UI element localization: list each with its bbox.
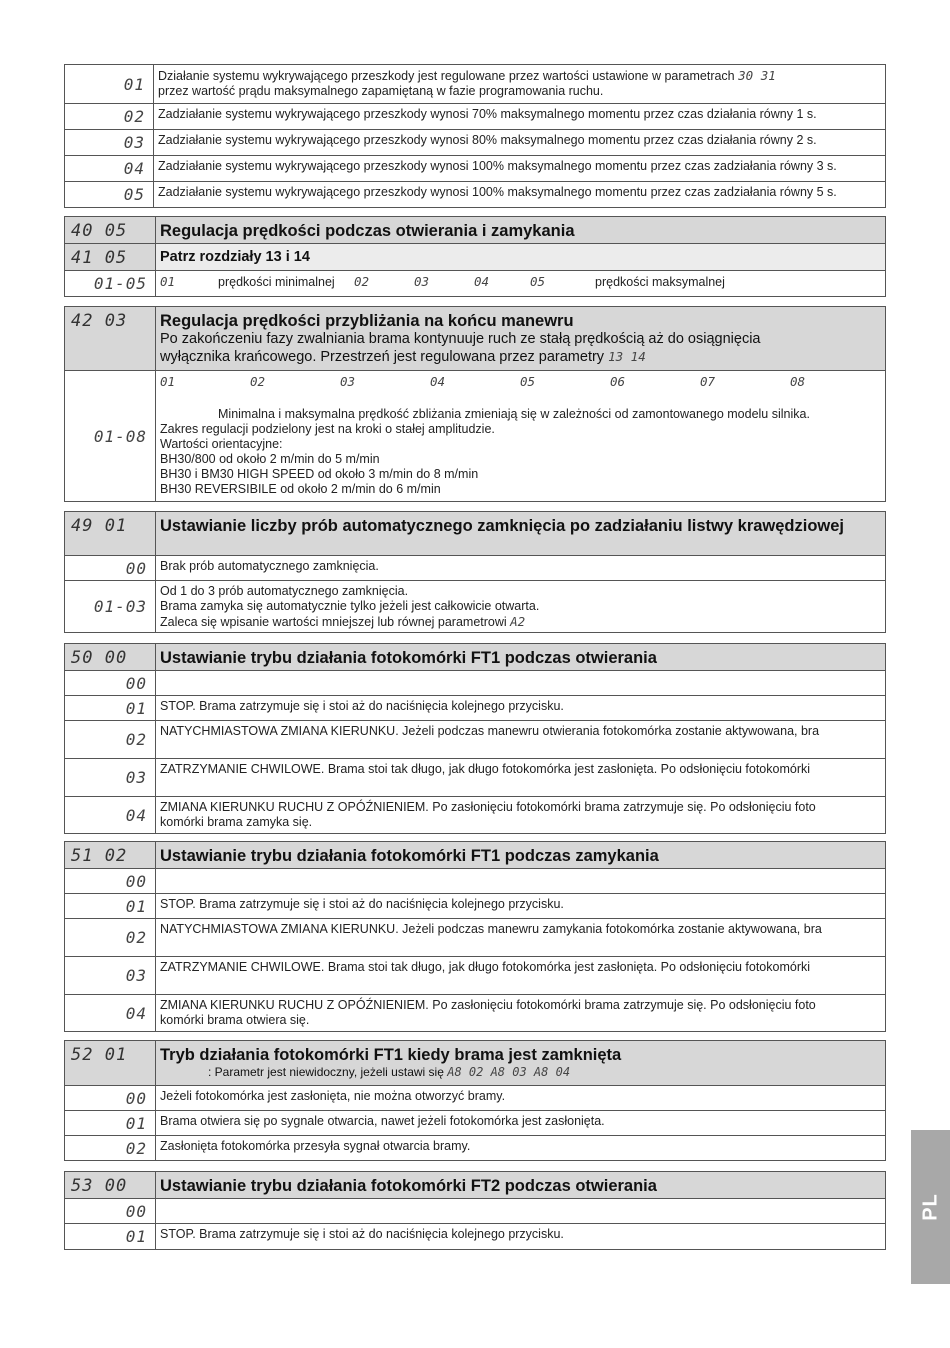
- description-text: przez wartość prądu maksymalnego zapamiętaną w fazie programowania ruchu.: [158, 84, 604, 98]
- description-text: Od 1 do 3 prób automatycznego zamknięcia.: [160, 584, 409, 598]
- param-reference: 13 14: [608, 349, 646, 364]
- param-value-code: 05: [65, 182, 154, 208]
- description-text: komórki brama zamyka się.: [160, 815, 313, 829]
- param-value-code: 01: [65, 696, 156, 721]
- description-text: Zakres regulacji podzielony jest na kroki o stałej amplitudzie.: [160, 422, 495, 436]
- scale-value: 01: [160, 374, 176, 389]
- param-value-code: 04: [65, 797, 156, 834]
- param-value-description: Zadziałanie systemu wykrywającego przeszkody wynosi 100% maksymalnego momentu przez czas zadziałania równy 5 s.: [154, 182, 886, 208]
- table-row: [65, 182, 886, 208]
- param-value-code: 02: [65, 721, 156, 759]
- param-title: Regulacja prędkości podczas otwierania i zamykania: [156, 217, 886, 244]
- param-value-description: [156, 797, 886, 834]
- approach-speed-table: [64, 306, 886, 502]
- table-row: [65, 65, 886, 104]
- ft1-opening-table: [64, 643, 886, 834]
- description-text: BH30/800 od około 2 m/min do 5 m/min: [160, 452, 380, 466]
- table-row: [65, 957, 886, 995]
- description-text: ZMIANA KIERUNKU RUCHU Z OPÓŹNIENIEM. Po zasłonięciu fotokomórki brama zatrzymuje się. Po odsłonięciu foto: [160, 998, 816, 1012]
- param-code: 52 01: [65, 1041, 156, 1086]
- description-text: Wartości orientacyjne:: [160, 437, 283, 451]
- description-text: Minimalna i maksymalna prędkość zbliżania zmieniają się w zależności od zamontowanego modelu silnika.: [218, 407, 810, 421]
- param-code: 51 02: [65, 842, 156, 869]
- scale-value: 08: [790, 374, 806, 389]
- table-row: [65, 797, 886, 834]
- param-code: 50 00: [65, 644, 156, 671]
- table-row: [65, 759, 886, 797]
- param-value-code: 00: [65, 556, 156, 581]
- param-value-range: 01-05: [65, 271, 156, 297]
- param-value-description: Zasłonięta fotokomórka przesyła sygnał otwarcia bramy.: [156, 1136, 886, 1161]
- table-row: [65, 371, 886, 502]
- param-value-description: Brama otwiera się po sygnale otwarcia, nawet jeżeli fotokomórka jest zasłonięta.: [156, 1111, 886, 1136]
- ft2-opening-table: [64, 1171, 886, 1250]
- description-line: [160, 614, 881, 630]
- param-value-description: [156, 671, 886, 696]
- table-row: [65, 1224, 886, 1250]
- param-value-description: Zadziałanie systemu wykrywającego przeszkody wynosi 80% maksymalnego momentu przez czas działania równy 2 s.: [154, 130, 886, 156]
- scale-label-min: prędkości minimalnej: [218, 275, 335, 289]
- table-row: [65, 696, 886, 721]
- param-note-text: : Parametr jest niewidoczny, jeżeli ustawi się: [208, 1065, 444, 1079]
- table-row: [65, 271, 886, 297]
- table-header-row: [65, 644, 886, 671]
- param-value-description: Jeżeli fotokomórka jest zasłonięta, nie można otworzyć bramy.: [156, 1086, 886, 1111]
- param-value-code: 01: [65, 1111, 156, 1136]
- param-value-code: 00: [65, 671, 156, 696]
- param-value-description: [156, 581, 886, 633]
- param-value-code: 03: [65, 957, 156, 995]
- obstacle-detection-table: [64, 64, 886, 208]
- table-row: [65, 919, 886, 957]
- scale-value: 02: [354, 274, 370, 289]
- language-tab-label: PL: [919, 1193, 941, 1221]
- param-value-description: [156, 1199, 886, 1224]
- param-value-description: ZATRZYMANIE CHWILOWE. Brama stoi tak długo, jak długo fotokomórka jest zasłonięta. Po odsłonięciu fotokomórki: [156, 957, 886, 995]
- param-value-code: 02: [65, 1136, 156, 1161]
- table-row: [65, 894, 886, 919]
- param-value-code: 00: [65, 1199, 156, 1224]
- table-header-row: [65, 512, 886, 556]
- param-value-code: 01: [65, 894, 156, 919]
- param-value-description: NATYCHMIASTOWA ZMIANA KIERUNKU. Jeżeli podczas manewru otwierania fotokomórka zostanie aktywowana, bra: [156, 721, 886, 759]
- language-tab: [911, 1130, 950, 1284]
- param-title: Tryb działania fotokomórki FT1 kiedy brama jest zamknięta: [160, 1046, 622, 1064]
- param-value-description: STOP. Brama zatrzymuje się i stoi aż do naciśnięcia kolejnego przycisku.: [156, 696, 886, 721]
- scale-value: 03: [414, 274, 430, 289]
- param-value-description: Brak prób automatycznego zamknięcia.: [156, 556, 886, 581]
- param-title-block: [156, 1041, 886, 1086]
- scale-value: 05: [530, 274, 546, 289]
- table-row: [65, 1086, 886, 1111]
- table-header-row: [65, 1041, 886, 1086]
- table-row: [65, 1136, 886, 1161]
- param-value-description: [156, 995, 886, 1032]
- table-row: [65, 581, 886, 633]
- speed-regulation-table: [64, 216, 886, 297]
- scale-value: 06: [610, 374, 626, 389]
- param-title: Ustawianie trybu działania fotokomórki FT1 podczas zamykania: [156, 842, 886, 869]
- param-reference: A8 02 A8 03 A8 04: [447, 1065, 571, 1079]
- scale-value: 04: [474, 274, 490, 289]
- param-code: 41 05: [65, 244, 156, 271]
- speed-scale: [156, 271, 886, 297]
- param-value-code: 04: [65, 156, 154, 182]
- param-value-range: 01-03: [65, 581, 156, 633]
- table-header-row: [65, 842, 886, 869]
- table-row: [65, 1111, 886, 1136]
- param-description: Patrz rozdziały 13 i 14: [156, 244, 886, 271]
- param-value-code: 04: [65, 995, 156, 1032]
- param-subtitle: Po zakończeniu fazy zwalniania brama kontynuuje ruch ze stałą prędkością aż do osiągnięcia: [160, 331, 761, 347]
- scale-value: 04: [430, 374, 446, 389]
- param-title: Regulacja prędkości przybliżania na końcu manewru: [160, 312, 574, 330]
- table-header-row: [65, 217, 886, 244]
- param-value-code: 02: [65, 104, 154, 130]
- param-value-range: 01-08: [65, 371, 156, 502]
- description-text: komórki brama otwiera się.: [160, 1013, 310, 1027]
- param-value-description: Zadziałanie systemu wykrywającego przeszkody wynosi 70% maksymalnego momentu przez czas działania równy 1 s.: [154, 104, 886, 130]
- table-header-row: [65, 307, 886, 371]
- param-reference: 30 31: [738, 68, 776, 83]
- scale-value: 01: [160, 274, 176, 289]
- param-title: Ustawianie trybu działania fotokomórki FT2 podczas otwierania: [156, 1172, 886, 1199]
- param-value-description: [154, 65, 886, 104]
- ft1-closing-table: [64, 841, 886, 1032]
- param-reference: A2: [510, 614, 526, 629]
- description-text: Działanie systemu wykrywającego przeszkody jest regulowane przez wartości ustawione w parametrach: [158, 69, 735, 83]
- table-row: [65, 869, 886, 894]
- description-text: ZMIANA KIERUNKU RUCHU Z OPÓŹNIENIEM. Po zasłonięciu fotokomórki brama zatrzymuje się. Po odsłonięciu foto: [160, 800, 816, 814]
- param-value-code: 01: [65, 65, 154, 104]
- table-row: [65, 1199, 886, 1224]
- param-value-code: 03: [65, 759, 156, 797]
- description-text: Zaleca się wpisanie wartości mniejszej lub równej parametrowi: [160, 615, 507, 629]
- param-value-code: 01: [65, 1224, 156, 1250]
- table-row: [65, 556, 886, 581]
- param-value-description: [156, 869, 886, 894]
- scale-label-max: prędkości maksymalnej: [595, 275, 725, 289]
- table-row: [65, 721, 886, 759]
- param-value-code: 00: [65, 869, 156, 894]
- param-value-description: Zadziałanie systemu wykrywającego przeszkody wynosi 100% maksymalnego momentu przez czas zadziałania równy 3 s.: [154, 156, 886, 182]
- scale-value: 05: [520, 374, 536, 389]
- table-row: [65, 104, 886, 130]
- param-value-description: STOP. Brama zatrzymuje się i stoi aż do naciśnięcia kolejnego przycisku.: [156, 894, 886, 919]
- table-header-row: [65, 1172, 886, 1199]
- param-subtitle-text: wyłącznika krańcowego. Przestrzeń jest regulowana przez parametry: [160, 349, 605, 365]
- param-title: Ustawianie trybu działania fotokomórki FT1 podczas otwierania: [156, 644, 886, 671]
- auto-close-attempts-table: [64, 511, 886, 633]
- scale-value: 02: [250, 374, 266, 389]
- speed-scale: [160, 374, 881, 390]
- param-code: 42 03: [65, 307, 156, 371]
- param-code: 49 01: [65, 512, 156, 556]
- table-row: [65, 130, 886, 156]
- param-value-description: NATYCHMIASTOWA ZMIANA KIERUNKU. Jeżeli podczas manewru zamykania fotokomórka zostanie aktywowana, bra: [156, 919, 886, 957]
- param-value-description: [156, 371, 886, 502]
- param-note: [160, 1065, 881, 1079]
- description-text: BH30 REVERSIBILE od około 2 m/min do 6 m/min: [160, 482, 441, 496]
- param-value-description: STOP. Brama zatrzymuje się i stoi aż do naciśnięcia kolejnego przycisku.: [156, 1224, 886, 1250]
- param-value-code: 03: [65, 130, 154, 156]
- table-row: [65, 244, 886, 271]
- scale-value: 03: [340, 374, 356, 389]
- param-value-code: 00: [65, 1086, 156, 1111]
- table-row: [65, 671, 886, 696]
- table-row: [65, 995, 886, 1032]
- table-row: [65, 156, 886, 182]
- scale-value: 07: [700, 374, 716, 389]
- param-title-block: [156, 307, 886, 371]
- param-code: 53 00: [65, 1172, 156, 1199]
- param-subtitle: [160, 348, 881, 366]
- param-title: Ustawianie liczby prób automatycznego zamknięcia po zadziałaniu listwy krawędziowej: [156, 512, 886, 556]
- param-code: 40 05: [65, 217, 156, 244]
- param-value-description: ZATRZYMANIE CHWILOWE. Brama stoi tak długo, jak długo fotokomórka jest zasłonięta. Po odsłonięciu fotokomórki: [156, 759, 886, 797]
- description-text: Brama zamyka się automatycznie tylko jeżeli jest całkowicie otwarta.: [160, 599, 540, 613]
- ft1-gate-closed-table: [64, 1040, 886, 1161]
- param-value-code: 02: [65, 919, 156, 957]
- description-text: BH30 i BM30 HIGH SPEED od około 3 m/min do 8 m/min: [160, 467, 479, 481]
